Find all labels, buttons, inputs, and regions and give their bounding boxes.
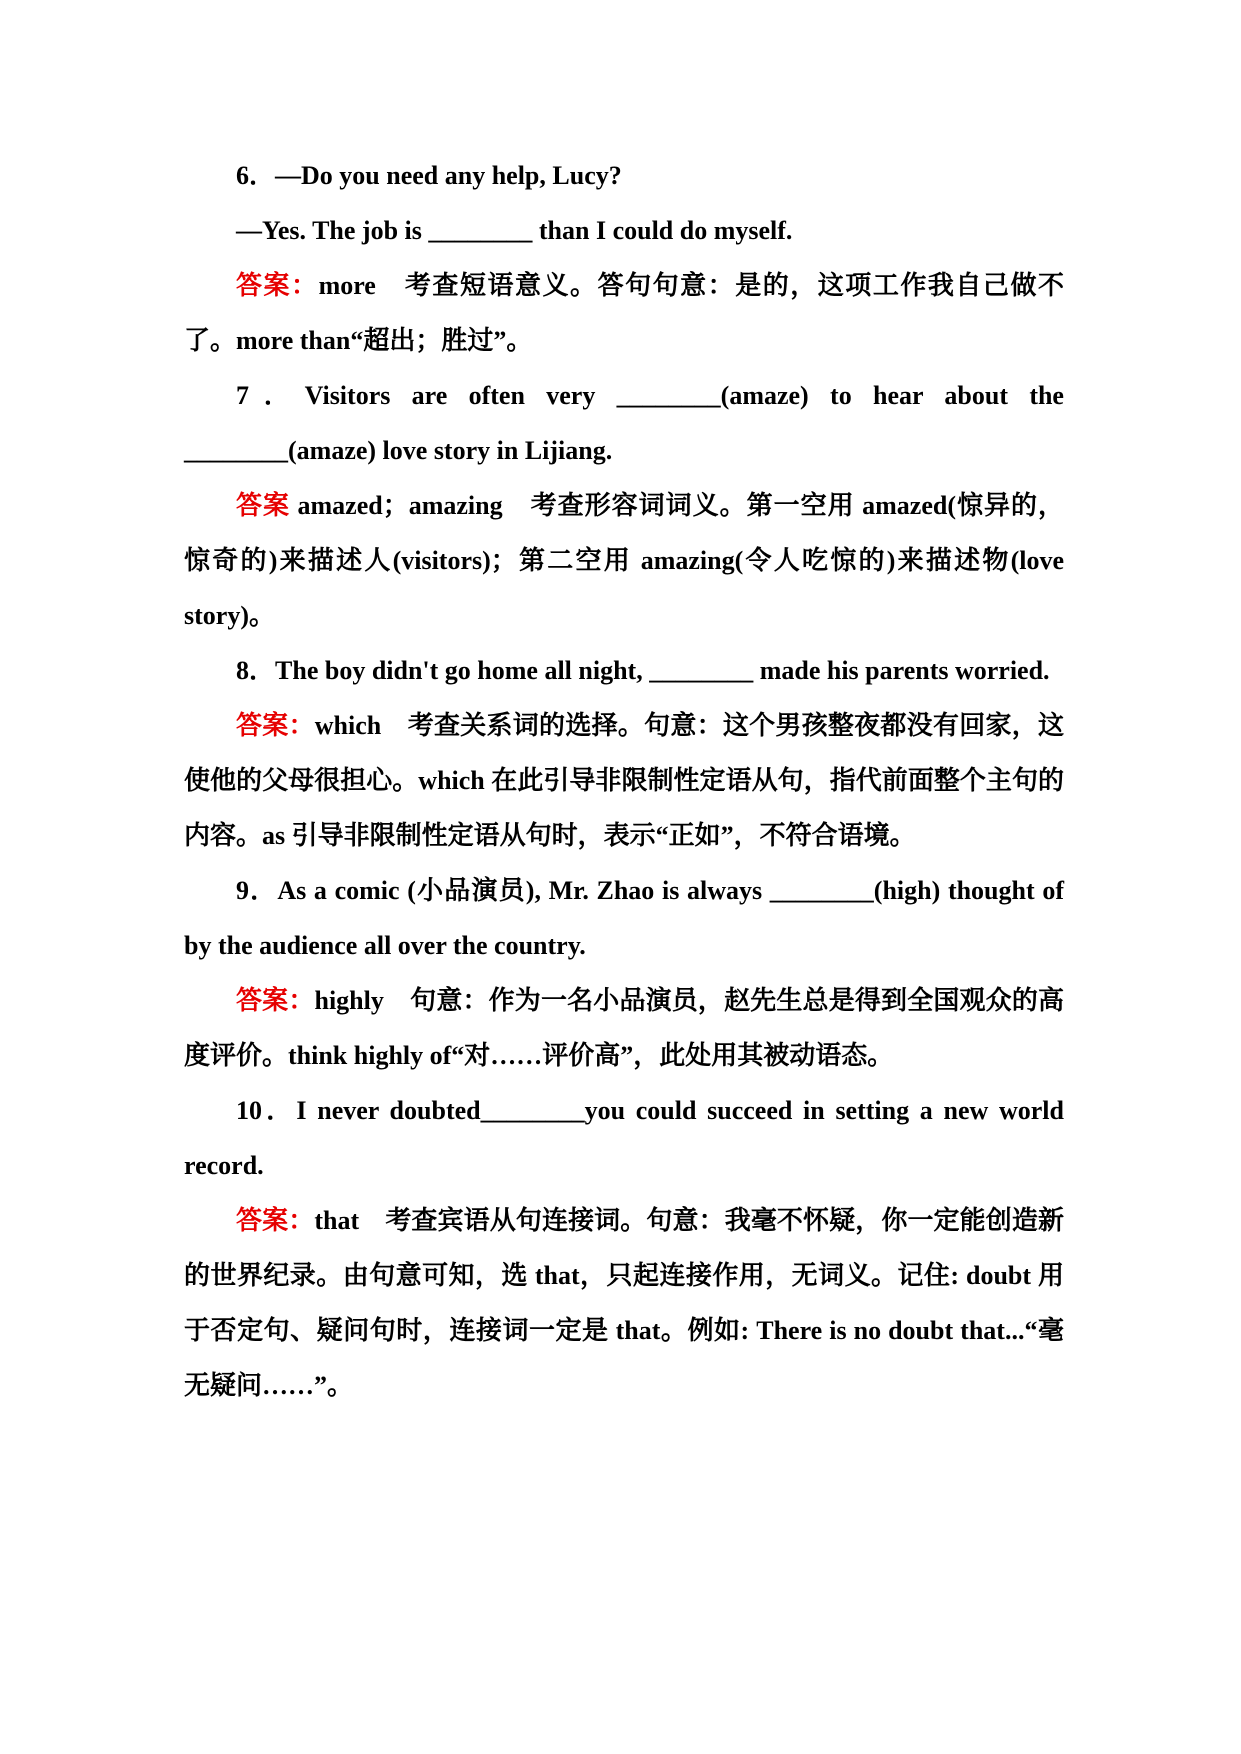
question-number: 8． [236, 656, 276, 685]
question-7 [184, 368, 1064, 643]
exercise-content [184, 148, 1064, 1413]
answer-text: which 考查关系词的选择。句意：这个男孩整夜都没有回家，这使他的父母很担心。which 在此引导非限制性定语从句，指代前面整个主句的内容。as 引导非限制性定语从句时，表示“正如”，不符合语境。 [184, 711, 1064, 850]
question-9 [184, 863, 1064, 1083]
question-8 [184, 643, 1064, 863]
answer-6 [184, 258, 1064, 368]
question-6-reply: —Yes. The job is ________ than I could do myself. [236, 216, 793, 245]
question-number: 10． [236, 1096, 297, 1125]
answer-9 [184, 973, 1064, 1083]
answer-text: highly 句意：作为一名小品演员，赵先生总是得到全国观众的高度评价。think highly of“对……评价高”，此处用其被动语态。 [184, 986, 1064, 1070]
answer-label: 答案 [236, 491, 291, 520]
question-number: 9． [236, 876, 278, 905]
answer-8 [184, 698, 1064, 863]
answer-text: that 考查宾语从句连接词。句意：我毫不怀疑，你一定能创造新的世界纪录。由句意可知，选 that，只起连接作用，无词义。记住: doubt 用于否定句、疑问句时，连接词一定是 that。例如: There is no doubt that...“毫无疑问……”。 [184, 1206, 1064, 1400]
question-8-prompt [184, 643, 1064, 698]
answer-label: 答案： [236, 271, 319, 300]
question-6 [184, 148, 1064, 368]
question-9-prompt [184, 863, 1064, 973]
answer-label: 答案： [236, 986, 315, 1015]
question-text: The boy didn't go home all night, ________ made his parents worried. [275, 656, 1050, 685]
question-7-prompt [184, 368, 1064, 478]
answer-label: 答案： [236, 1206, 315, 1235]
answer-text: amazed；amazing 考查形容词词义。第一空用 amazed(惊异的，惊奇的)来描述人(visitors)；第二空用 amazing(令人吃惊的)来描述物(love story)。 [184, 491, 1064, 630]
question-6-prompt [184, 148, 1064, 203]
question-10 [184, 1083, 1064, 1413]
question-text: As a comic (小品演员), Mr. Zhao is always ________(high) thought of by the audience all over the country. [184, 876, 1064, 960]
answer-7 [184, 478, 1064, 643]
answer-text: more 考查短语意义。答句句意：是的，这项工作我自己做不了。more than“超出；胜过”。 [184, 271, 1064, 355]
answer-10 [184, 1193, 1064, 1413]
question-text: Visitors are often very ________(amaze) to hear about the ________(amaze) love story in Lijiang. [184, 381, 1064, 465]
question-text: I never doubted________you could succeed in setting a new world record. [184, 1096, 1064, 1180]
question-10-prompt [184, 1083, 1064, 1193]
question-number: 6． [236, 161, 276, 190]
answer-label: 答案： [236, 711, 315, 740]
question-text: —Do you need any help, Lucy? [275, 161, 622, 190]
question-number: 7． [236, 381, 305, 410]
